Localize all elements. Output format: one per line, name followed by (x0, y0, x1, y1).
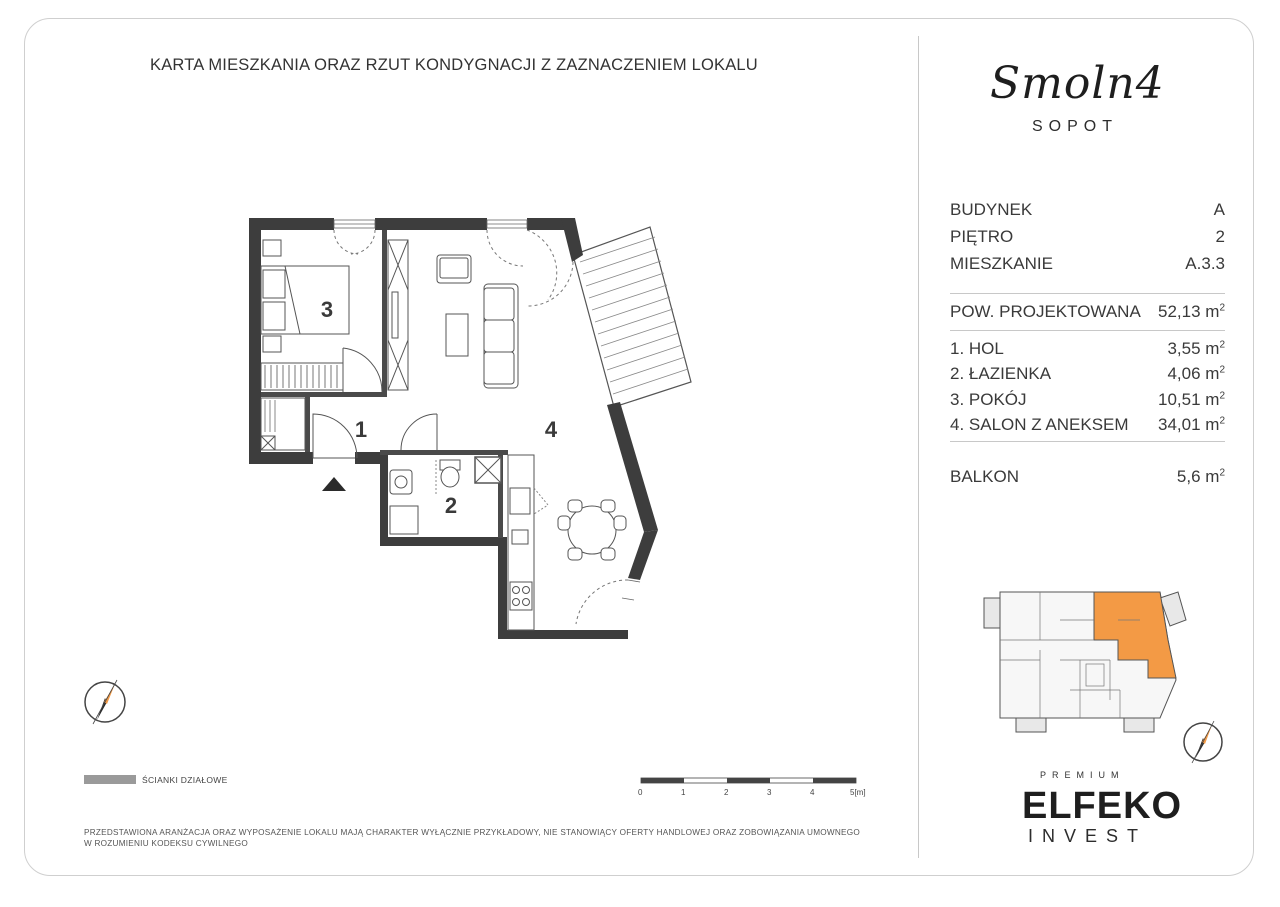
room-label: 3. POKÓJ (950, 390, 1027, 409)
compass-icon (85, 680, 125, 724)
room-label: 1. HOL (950, 339, 1004, 358)
hall-wardrobe (261, 398, 305, 450)
detail-value: 2 (1215, 227, 1225, 246)
room-area: 4,06 $m^2$ (1167, 364, 1225, 383)
kitchen (508, 455, 548, 630)
balcony (573, 227, 691, 407)
room-area: 34,01 $m^2$ (1158, 415, 1225, 434)
key-plan (984, 592, 1186, 732)
detail-label: MIESZKANIE (950, 254, 1053, 273)
area-total-label: POW. PROJEKTOWANA (950, 302, 1141, 321)
scale-tick: 5[m] (850, 788, 866, 797)
scale-bar (638, 778, 866, 797)
room-number-1: 1 (354, 417, 368, 442)
floor-plan (249, 218, 691, 639)
dining-table (558, 500, 626, 560)
project-city: SOPOT (1032, 118, 1119, 135)
wardrobe (261, 363, 343, 390)
nightstand (263, 240, 281, 256)
tall-cabinet (388, 240, 408, 390)
room-number-4: 4 (544, 417, 558, 442)
disclaimer-text: PRZEDSTAWIONA ARANŻACJA ORAZ WYPOSAŻENIE LOKALU MAJĄ CHARAKTER WYŁĄCZNIE PRZYKŁADOWY, NIE STANOWIĄCY OFERTY HANDLOWEJ ORAZ ZOBOWIĄZANIA UMOWNEGO W ROZUMIENIU KODEKSU CYWILNEGO (84, 828, 860, 848)
area-total-value: 52,13 $m^2$ (1158, 302, 1225, 321)
developer-premium: PREMIUM (1040, 770, 1125, 780)
room-label: 4. SALON Z ANEKSEM (950, 415, 1129, 434)
detail-label: PIĘTRO (950, 227, 1014, 246)
page-title: KARTA MIESZKANIA ORAZ RZUT KONDYGNACJI Z ZAZNACZENIEM LOKALU (150, 56, 758, 74)
scale-tick: 3 (767, 788, 772, 797)
project-logo: Smoln4 (990, 58, 1165, 109)
bathroom-door (401, 414, 437, 450)
coffee-table (446, 314, 468, 356)
room-area: 10,51 $m^2$ (1158, 390, 1225, 409)
room-number-3: 3 (320, 297, 334, 322)
detail-label: BUDYNEK (950, 200, 1033, 219)
room-number-2: 2 (444, 493, 458, 518)
developer-invest: INVEST (1028, 826, 1148, 846)
balcony-door-swing (576, 580, 628, 624)
room-area: 3,55 $m^2$ (1167, 339, 1225, 358)
partition-wall-swatch (84, 775, 136, 784)
armchair (437, 255, 471, 283)
sofa (484, 284, 518, 388)
developer-logo: ELFEKO (1022, 785, 1183, 827)
entrance-door (313, 414, 357, 458)
scale-tick: 2 (724, 788, 729, 797)
nightstand (263, 336, 281, 352)
scale-tick: 4 (810, 788, 815, 797)
compass-icon (1184, 721, 1222, 763)
scale-tick: 1 (681, 788, 686, 797)
bed (261, 266, 349, 334)
room-label: 2. ŁAZIENKA (950, 364, 1052, 383)
legend-label: ŚCIANKI DZIAŁOWE (142, 775, 228, 785)
balcony-area: 5,6 $m^2$ (1176, 467, 1225, 486)
detail-value: A.3.3 (1185, 254, 1225, 273)
detail-value: A (1213, 200, 1225, 219)
scale-tick: 0 (638, 788, 643, 797)
room3-door (343, 348, 382, 392)
balcony-label: BALKON (950, 467, 1019, 486)
entrance-arrow (322, 477, 346, 491)
